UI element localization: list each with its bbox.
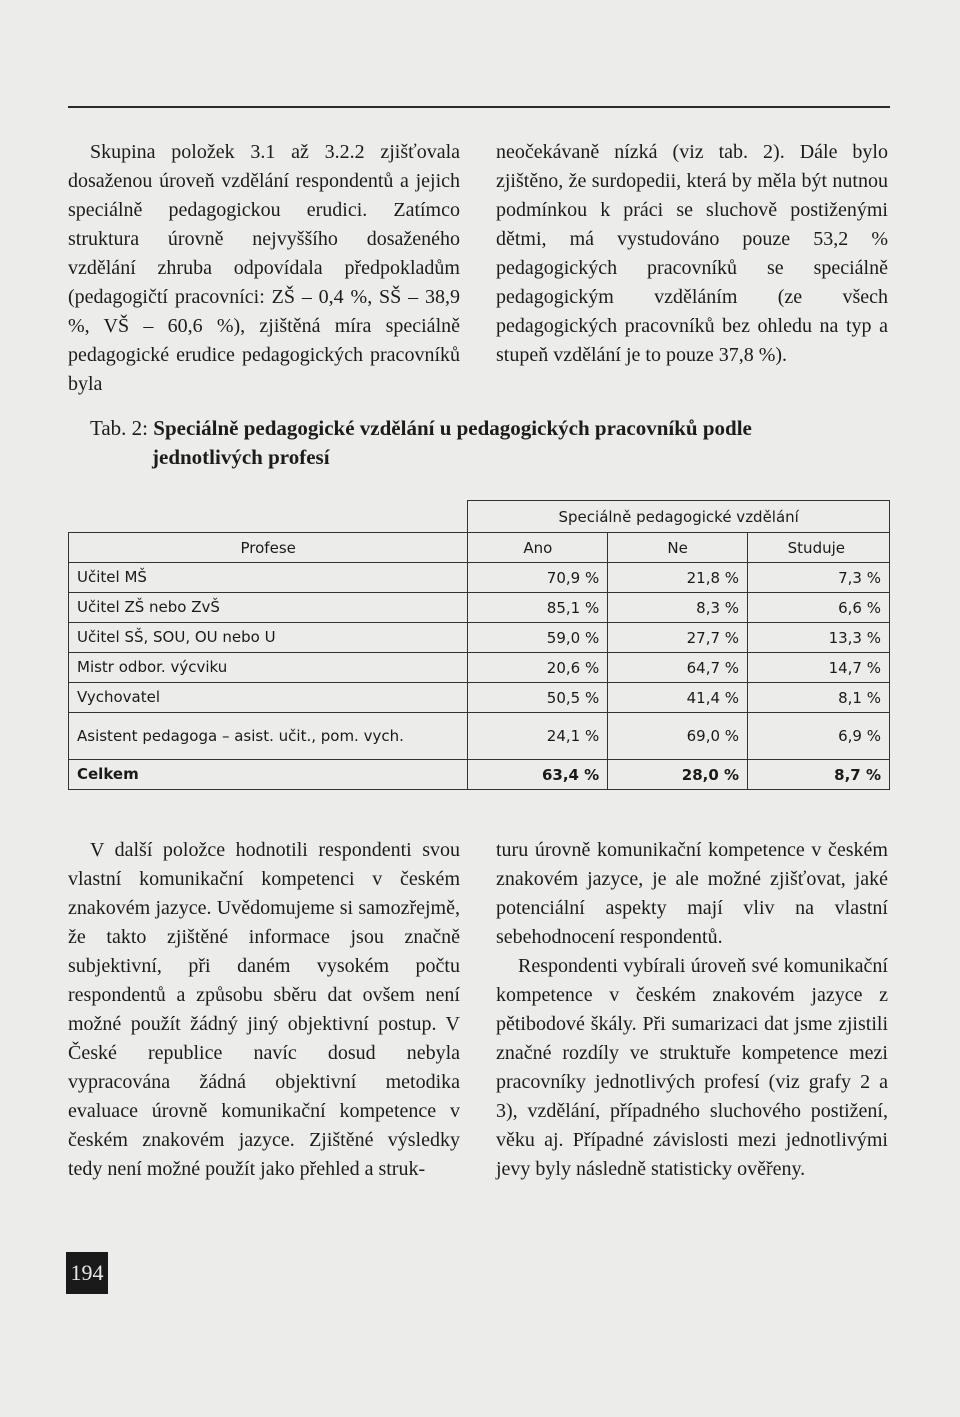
cell-studuje: 6,9 %: [748, 713, 890, 760]
paragraph: Skupina položek 3.1 až 3.2.2 zjišťovala dosaženou úroveň vzdělání respondentů a jejich speciálně pedagogickou erudici. Zatímco struktura úrovně nejvyššího dosaženého vzdělání zhruba odpovídala předpokladům (pedagogičtí pracovníci: ZŠ – 0,4 %, SŠ – 38,9 %, VŠ – 60,6 %), zjištěná míra speciálně pedagogické erudice pedagogických pracovníků byla: [68, 141, 460, 395]
table-caption-title-line2: jednotlivých profesí: [152, 445, 330, 469]
cell-ne: 27,7 %: [608, 623, 748, 653]
text-column-bottom-right: [496, 836, 888, 1184]
cell-profese: Asistent pedagoga – asist. učit., pom. vych.: [69, 713, 468, 760]
education-table: [68, 500, 890, 790]
cell-ne: 8,3 %: [608, 593, 748, 623]
table-caption-label: Tab. 2:: [90, 416, 149, 440]
table-caption-title-line1: Speciálně pedagogické vzdělání u pedagogických pracovníků podle: [153, 416, 752, 440]
header-rule: [68, 106, 890, 108]
table-row: [69, 593, 890, 623]
column-header-profese: Profese: [69, 533, 468, 563]
paragraph: neočekávaně nízká (viz tab. 2). Dále bylo zjištěno, že surdopedii, která by měla být nutnou podmínkou k práci se sluchově postiženými dětmi, má vystudováno pouze 53,2 % pedagogických pracovníků se speciálně pedagogickým vzděláním (ze všech pedagogických pracovníků bez ohledu na typ a stupeň vzdělání je to pouze 37,8 %).: [496, 141, 888, 366]
cell-profese: Učitel MŠ: [69, 563, 468, 593]
cell-studuje: 6,6 %: [748, 593, 890, 623]
page-number: 194: [66, 1252, 108, 1294]
cell-profese: Vychovatel: [69, 683, 468, 713]
cell-ne: 21,8 %: [608, 563, 748, 593]
cell-studuje: 8,1 %: [748, 683, 890, 713]
table-row: [69, 623, 890, 653]
cell-profese: Učitel ZŠ nebo ZvŠ: [69, 593, 468, 623]
cell-ne: 69,0 %: [608, 713, 748, 760]
text-column-bottom-left: [68, 836, 460, 1184]
cell-ano: 59,0 %: [468, 623, 608, 653]
cell-ano: 24,1 %: [468, 713, 608, 760]
cell-ano: 70,9 %: [468, 563, 608, 593]
paragraph: turu úrovně komunikační kompetence v českém znakovém jazyce, je ale možné zjišťovat, jaké potenciální aspekty mají vliv na vlastní sebehodnocení respondentů.: [496, 839, 888, 948]
table-row: [69, 563, 890, 593]
column-header-ano: Ano: [468, 533, 608, 563]
table-row: [69, 683, 890, 713]
paragraph: V další položce hodnotili respondenti svou vlastní komunikační kompetenci v českém znakovém jazyce. Uvědomujeme si samozřejmě, že takto zjištěné informace jsou značně subjektivní, při daném vysokém počtu respondentů a způsobu sběru dat ovšem není možné použít žádný jiný objektivní postup. V České republice navíc dosud nebyla vypracována žádná objektivní metodika evaluace úrovně komunikační kompetence v českém znakovém jazyce. Zjištěné výsledky tedy není možné použít jako přehled a struk-: [68, 839, 460, 1180]
cell-ano: 85,1 %: [468, 593, 608, 623]
column-header-ne: Ne: [608, 533, 748, 563]
cell-profese: Mistr odbor. výcviku: [69, 653, 468, 683]
cell-ne: 64,7 %: [608, 653, 748, 683]
text-column-top-left: [68, 138, 460, 399]
cell-studuje: 14,7 %: [748, 653, 890, 683]
table-group-header: Speciálně pedagogické vzdělání: [468, 501, 890, 533]
cell-ne: 41,4 %: [608, 683, 748, 713]
table-total-row: [69, 760, 890, 790]
cell-studuje: 13,3 %: [748, 623, 890, 653]
cell-total-label: Celkem: [69, 760, 468, 790]
cell-ano: 20,6 %: [468, 653, 608, 683]
text-column-top-right: [496, 138, 888, 370]
table-row: [69, 713, 890, 760]
cell-studuje: 7,3 %: [748, 563, 890, 593]
cell-total-ne: 28,0 %: [608, 760, 748, 790]
column-header-studuje: Studuje: [748, 533, 890, 563]
cell-profese: Učitel SŠ, SOU, OU nebo U: [69, 623, 468, 653]
table-row: [69, 653, 890, 683]
table-corner-blank: [69, 501, 468, 533]
cell-total-studuje: 8,7 %: [748, 760, 890, 790]
table-caption: [90, 414, 890, 472]
cell-total-ano: 63,4 %: [468, 760, 608, 790]
cell-ano: 50,5 %: [468, 683, 608, 713]
paragraph: Respondenti vybírali úroveň své komunikační kompetence v českém znakovém jazyce z pětibodové škály. Při sumarizaci dat jsme zjistili značné rozdíly ve struktuře kompetence mezi pracovníky jednotlivých profesí (viz grafy 2 a 3), vzdělání, případného sluchového postižení, věku aj. Případné závislosti mezi jednotlivými jevy byly následně statisticky ověřeny.: [496, 955, 888, 1180]
